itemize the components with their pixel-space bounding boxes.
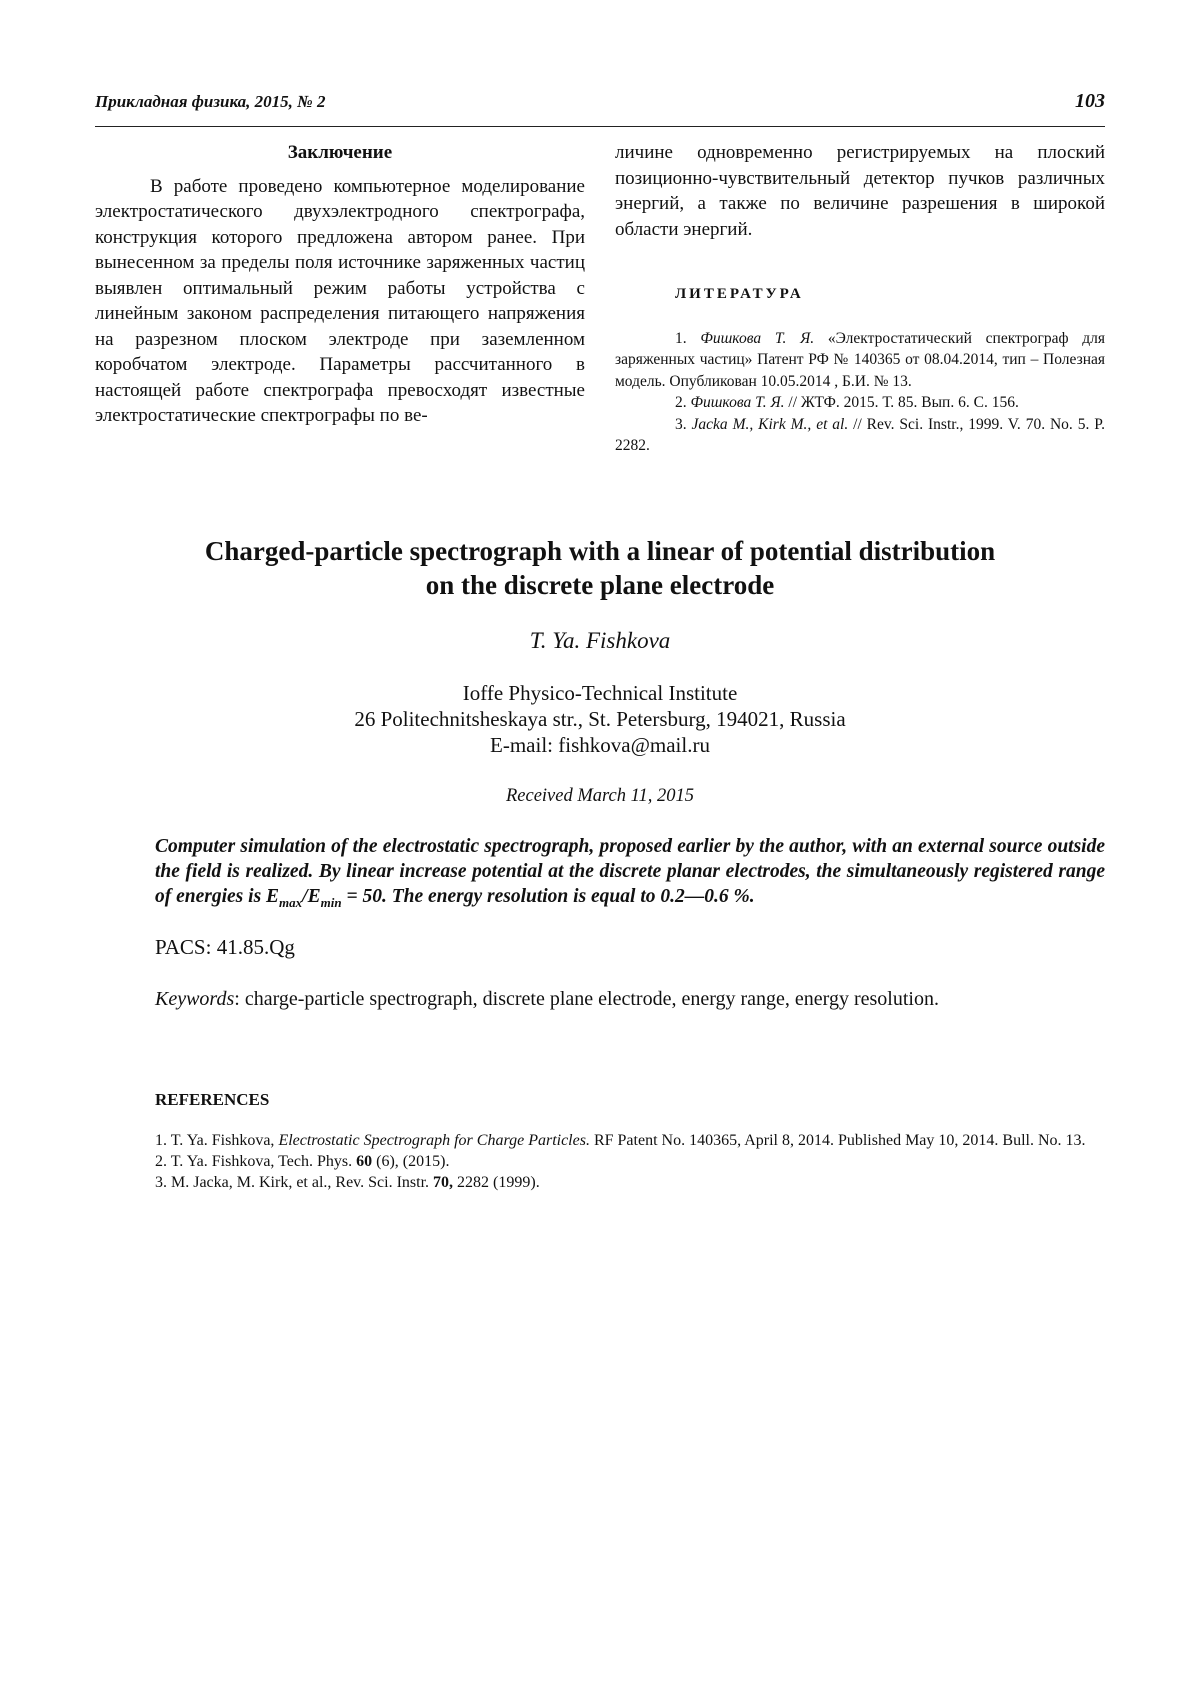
affiliation (95, 680, 1105, 758)
conclusion-title: Заключение (287, 142, 393, 163)
conclusion-text-left: В работе проведено компьютерное моделирование электростатического двухэлектродного спектрографа, конструкция которого предложена автором ранее. При вынесенном за пределы поля источнике заряженных частиц выявлен оптимальный режим работы устройства с линейным законом распределения питающего напряжения на разрезном плоском электроде при заземленном коробчатом электроде. Параметры рассчитанного в настоящей работе спектрографа превосходят известные электростатические спектрографы по ве- (95, 175, 585, 426)
journal-name: Прикладная физика, 2015, № 2 (95, 92, 326, 111)
email: E-mail: fishkova@mail.ru (490, 733, 710, 757)
received-date: Received March 11, 2015 (505, 786, 694, 806)
institute: Ioffe Physico-Technical Institute (462, 681, 738, 705)
reference-item: 2. T. Ya. Fishkova, Tech. Phys. 60 (6), (2015). (155, 1153, 450, 1170)
references-list (155, 1130, 1105, 1193)
page-number: 103 (1075, 90, 1105, 112)
right-column (615, 140, 1105, 457)
english-title: Charged-particle spectrograph with a linear of potential distribution on the discrete plane electrode (204, 536, 996, 600)
address: 26 Politechnitsheskaya str., St. Petersburg, 194021, Russia (354, 707, 846, 731)
references-heading: REFERENCES (155, 1090, 270, 1109)
left-column (95, 140, 585, 429)
running-header (95, 92, 1105, 127)
pacs-code: PACS: 41.85.Qg (155, 935, 295, 959)
literature-item: 3. Jacka M., Kirk M., et al. // Rev. Sci. Instr., 1999. V. 70. No. 5. P. 2282. (615, 415, 1106, 454)
author-name: T. Ya. Fishkova (529, 628, 671, 653)
keywords: Keywords: charge-particle spectrograph, discrete plane electrode, energy range, energy resolution. (155, 988, 939, 1010)
literature-item: 2. Фишкова Т. Я. // ЖТФ. 2015. Т. 85. Вып. 6. С. 156. (675, 394, 1019, 411)
literature-list (615, 328, 1105, 457)
abstract: Computer simulation of the electrostatic spectrograph, proposed earlier by the author, with an external source outside the field is realized. By linear increase potential at the discrete planar electrodes, the simultaneously registered range of energies is $E_{max}/E_{min} = 50$. The energy resolution is equal to 0.2—0.6 %. (155, 836, 1105, 910)
reference-item: 3. M. Jacka, M. Kirk, et al., Rev. Sci. Instr. 70, 2282 (1999). (155, 1174, 540, 1191)
reference-item: 1. T. Ya. Fishkova, Electrostatic Spectrograph for Charge Particles. RF Patent No. 140365, April 8, 2014. Published May 10, 2014. Bull. No. 13. (155, 1132, 1086, 1149)
literature-heading: ЛИТЕРАТУРА (675, 286, 804, 302)
conclusion-text-right: личине одновременно регистрируемых на плоский позиционно-чувствительный детектор пучков различных энергий, а также по величине разрешения в широкой области энергий. (615, 142, 1105, 240)
literature-item: 1. Фишкова Т. Я. «Электростатический спектрограф для заряженных частиц» Патент РФ № 140365 от 08.04.2014, тип – Полезная модель. Опубликован 10.05.2014 , Б.И. № 13. (615, 329, 1106, 390)
